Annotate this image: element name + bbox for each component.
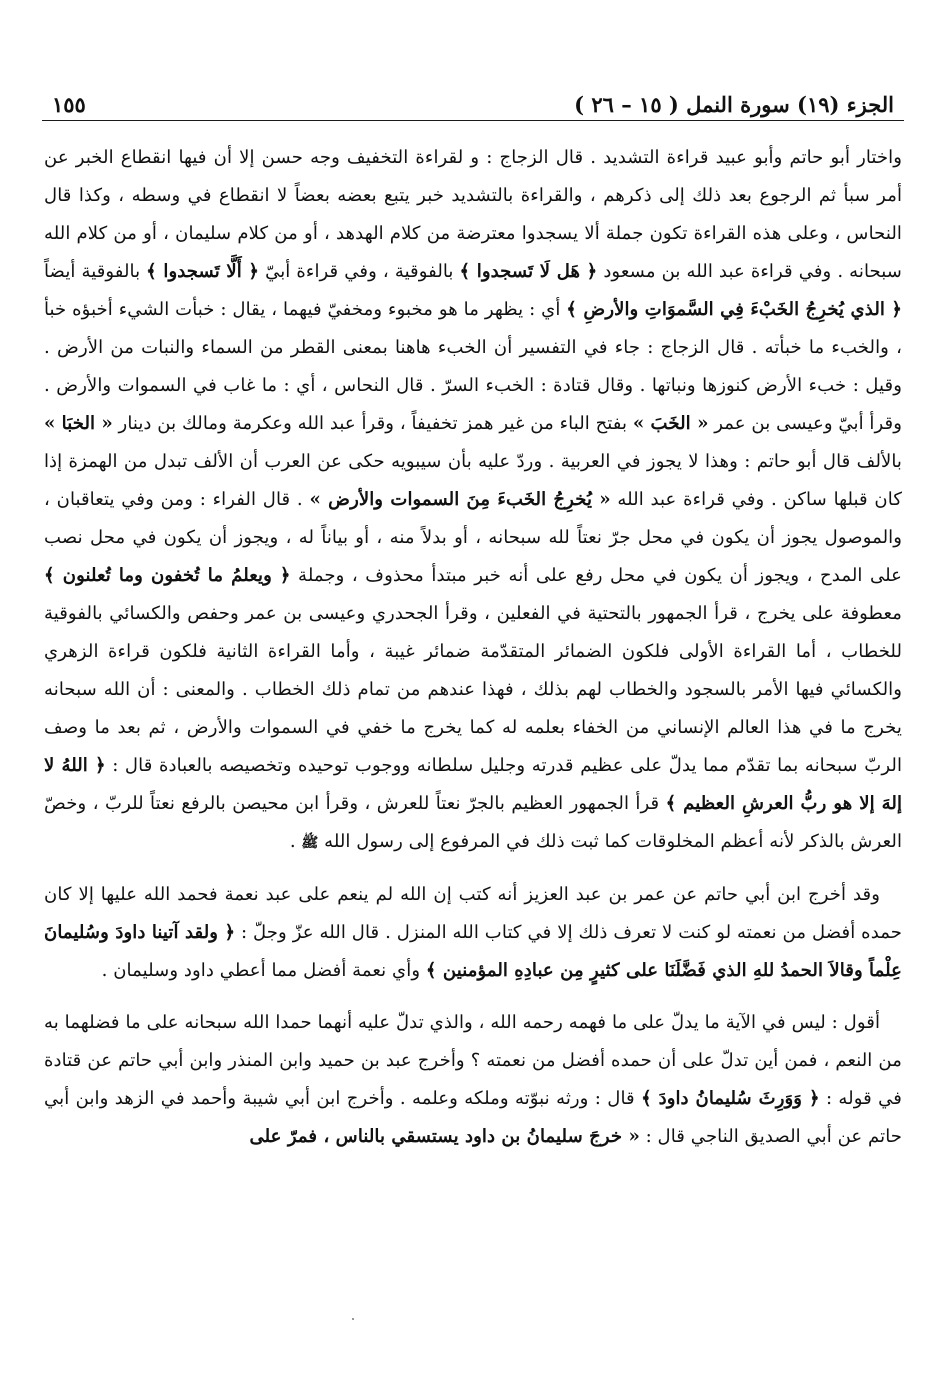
paragraph [44, 1004, 902, 1156]
page-number: ١٥٥ [52, 92, 86, 117]
paragraph-text: قرأ الجمهور العظيم بالجرّ نعتاً للعرش ، وقرأ ابن محيصن بالرفع نعتاً للربّ ، وخصّ العرش بالذكر لأنه أعظم المخلوقات كما ثبت ذلك في المرفوع إلى رسول الله [44, 793, 902, 852]
paragraph-text: بالألف قال أبو حاتم : وهذا لا يجوز في العربية . وردّ عليه بأن سيبويه حكى عن العرب أن الألف تبدل من الهمزة إذا كان قبلها ساكن . وفي قراءة عبد الله [44, 451, 902, 510]
paragraph [44, 139, 902, 862]
paragraph-text: واختار أبو حاتم وأبو عبيد قراءة التشديد . قال الزجاج : و لقراءة التخفيف وجه حسن إلا أن فيها انقطاع الخبر عن أمر سبأ ثم الرجوع بعد ذلك إلى ذكرهم ، والقراءة بالتشديد خبر يتبع بعضه بعضاً لا انقطاع في وسطه ، وكذا قال النحاس ، وعلى هذه القراءة تكون جملة ألا يسجدوا معترضة من كلام الهدهد ، أو من كلام سليمان ، أو من كلام الله سبحانه . وفي قراءة عبد الله بن مسعود [44, 147, 902, 282]
quran-verse: ﴿ وَوَرِثَ سُليمانُ داودَ ﴾ [641, 1088, 820, 1109]
paragraph-text: قال : ورثه نبوّته وملكه وعلمه . وأخرج ابن أبي شيبة وأحمد في الزهد وابن أبي حاتم عن أبي الصديق الناجي قال : [44, 1088, 902, 1147]
scan-speck [352, 1318, 354, 1320]
paragraph-text: وقد أخرج ابن أبي حاتم عن عمر بن عبد العزيز أنه كتب إن الله لم ينعم على عبد نعمة فحمد الله عليها إلا كان حمده أفضل من نعمته لو كنت لا تعرف ذلك إلا في كتاب الله المنزل . قال الله عزّ وجلّ : [44, 884, 903, 943]
paragraph-text: بالفوقية ، وفي قراءة أبيّ [259, 261, 460, 282]
paragraph-text: معطوفة على يخرج ، قرأ الجمهور بالتحتية في الفعلين ، وقرأ الجحدري وعيسى بن عمر وحفص والكسائي بالفوقية للخطاب ، أما القراءة الأولى فلكون الضمائر المتقدّمة ضمائر غيبة ، وأما القراءة الثانية فلكون قراءة الزهري والكسائي فيها الأمر بالسجود والخطاب لهم بذلك ، فهذا عندهم من تمام ذلك الخطاب . والمعنى : أن الله سبحانه يخرج ما في هذا العالم الإنساني من الخفاء بعلمه له كما يخرج ما خفي في السموات والأرض ، ثم بعد ما وصف الربّ سبحانه بما تقدّم مما يدلّ على عظيم قدرته وجليل سلطانه ووجوب توحيده وتخصيصه بالعبادة قال : [44, 603, 902, 776]
paragraph-text: بالفوقية أيضاً [44, 261, 147, 282]
paragraph-text: . [289, 831, 302, 852]
paragraph-text: بفتح الباء من غير همز تخفيفاً ، وقرأ عبد الله وعكرمة ومالك بن دينار [112, 413, 633, 434]
document-page [42, 88, 904, 1170]
quran-verse: ﴿ ويعلمُ ما تُخفون وما تُعلنون ﴾ [44, 565, 291, 586]
quran-verse: ﴿ أَلَّا تَسجدوا ﴾ [146, 261, 260, 282]
paragraph [44, 876, 902, 990]
paragraph-text: وأي نعمة أفضل مما أعطي داود وسليمان . [101, 960, 426, 981]
quran-verse: ﴿ ولقد آتينا داودَ وسُليمانَ عِلْماً وقالاَ الحمدُ للهِ الذي فَضَّلَنَا على كثيرٍ مِن عبادِهِ المؤمنين ﴾ [44, 922, 902, 981]
salawat-glyph: ﷺ [301, 835, 319, 851]
paragraph-text: أقول : ليس في الآية ما يدلّ على ما فهمه رحمه الله ، والذي تدلّ عليه أنهما حمدا الله سبحانه على ما فضلهما به من النعم ، فمن أين تدلّ على أن حمده أفضل من نعمته ؟ وأخرج عبد بن حميد وابن المنذر وابن أبي حاتم عن قتادة في قوله : [44, 1012, 902, 1109]
quran-verse: ﴿ الذي يُخرِجُ الخَبْءَ فِي السَّموَاتِ والأرضِ ﴾ [566, 299, 902, 320]
quoted-reading: « الخبَا » [43, 413, 113, 434]
quran-verse: ﴿ اللهُ لا إلهَ إلا هو ربُّ العرشِ العظيم ﴾ [44, 755, 903, 814]
paragraph-text: . قال الفراء : ومن وفي يتعاقبان ، والموصول يجوز أن يكون في محل جرّ نعتاً لله سبحانه ، أو بدلاً منه ، أو بياناً له ، ويجوز أن يكون في محل نصب على المدح ، ويجوز أن يكون في محل رفع على أنه خبر مبتدأ محذوف ، وجملة [44, 489, 902, 586]
quoted-reading: « خرجَ سليمانُ بن داود يستسقي بالناس ، فمرّ على [249, 1126, 640, 1147]
quran-verse: ﴿ هَل لَا تَسجدوا ﴾ [459, 261, 598, 282]
running-header [42, 88, 904, 121]
body-text [42, 139, 904, 1156]
chapter-title: الجزء (١٩) سورة النمل ( ١٥ – ٢٦ ) [574, 92, 894, 117]
paragraph-text: أي : يظهر ما هو مخبوء ومخفيّ فيهما ، يقال : خبأت الشيء أخبؤه خبأ ، والخبء ما خبأته . قال الزجاج : جاء في التفسير أن الخبء هاهنا بمعنى القطر من السماء والنبات من الأرض . وقيل : خبء الأرض كنوزها ونباتها . وقال قتادة : الخبء السرّ . قال النحاس ، أي : ما غاب في السموات والأرض . وقرأ أبيّ وعيسى بن عمر [44, 299, 902, 434]
quoted-reading: « الخَبَ » [632, 413, 709, 434]
quoted-reading: « يُخرِجُ الخَبءَ مِنَ السموات والأرض » [309, 489, 611, 510]
